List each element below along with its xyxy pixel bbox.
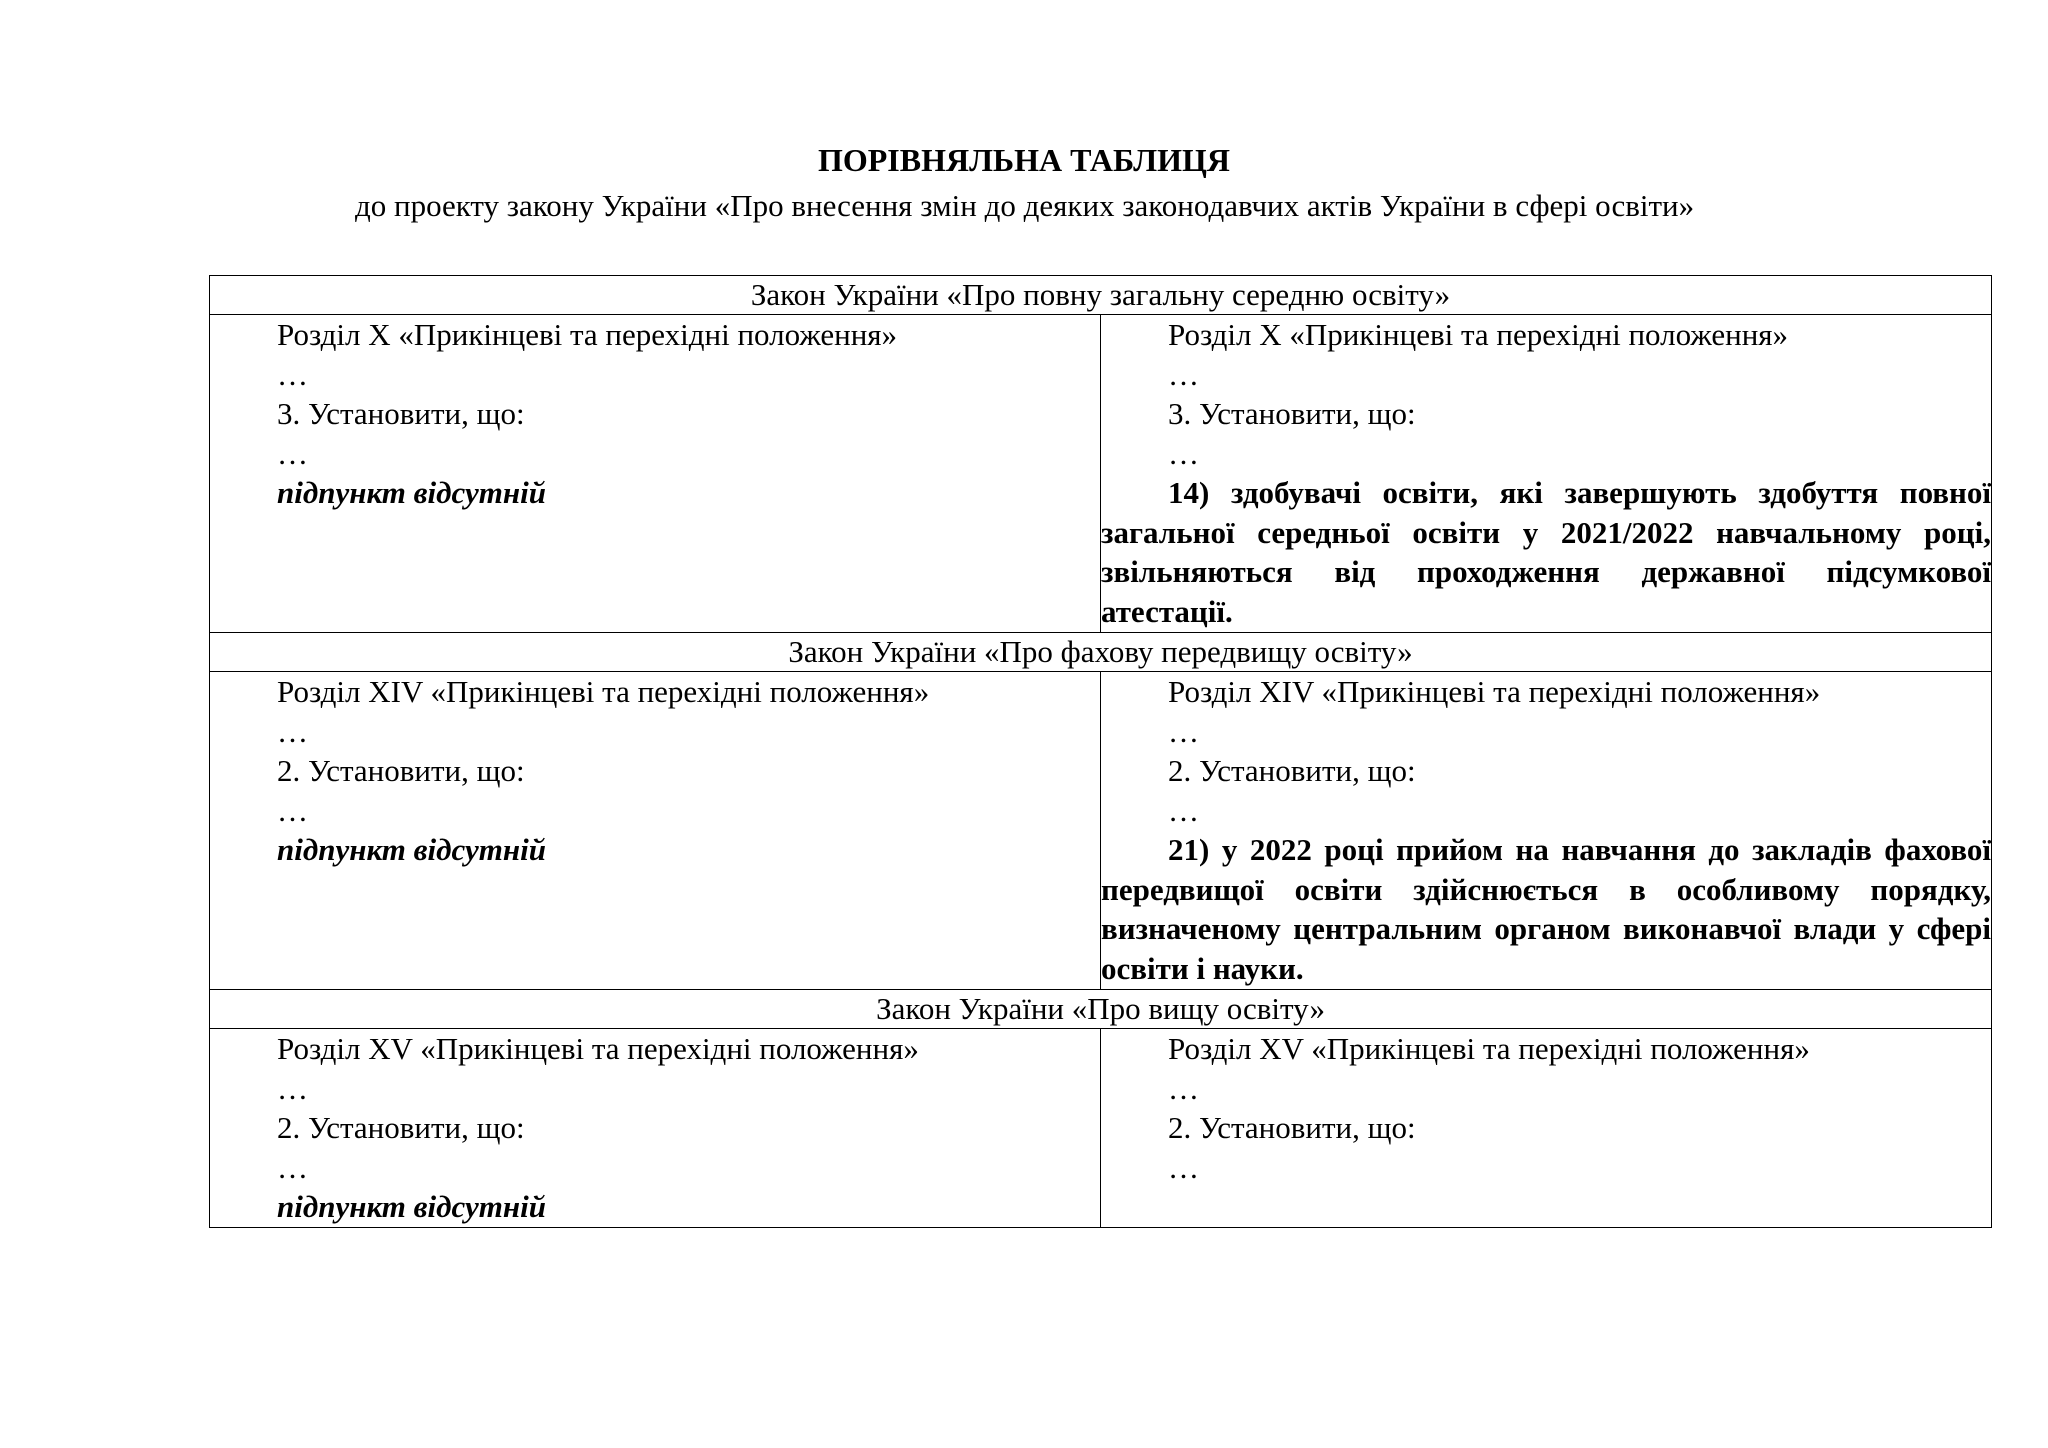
comparison-row bbox=[210, 1029, 1992, 1228]
ellipsis: … bbox=[1168, 1149, 1199, 1185]
chapter-heading: Розділ XV «Прикінцеві та перехідні положення» bbox=[1168, 1031, 1810, 1066]
chapter-heading: Розділ XV «Прикінцеві та перехідні положення» bbox=[277, 1031, 919, 1066]
ellipsis: … bbox=[277, 356, 308, 392]
proposed-subclause-text: 21) у 2022 році прийом на навчання до закладів фахової передвищої освіти здійснюється в особливому порядку, визначеному центральним органом виконавчої влади у сфері освіти і науки. bbox=[1101, 832, 1992, 986]
ellipsis: … bbox=[1168, 1070, 1199, 1106]
law-title-general-secondary: Закон України «Про повну загальну середню освіту» bbox=[210, 276, 1992, 315]
clause-heading: 2. Установити, що: bbox=[277, 753, 525, 788]
missing-subclause-note: підпункт відсутній bbox=[277, 1189, 546, 1224]
document-title: ПОРІВНЯЛЬНА ТАБЛИЦЯ bbox=[817, 142, 1231, 178]
clause-heading: 3. Установити, що: bbox=[277, 396, 525, 431]
ellipsis: … bbox=[1168, 713, 1199, 749]
current-text-cell bbox=[210, 1029, 1101, 1228]
clause-heading: 2. Установити, що: bbox=[1168, 753, 1416, 788]
ellipsis: … bbox=[277, 435, 308, 471]
clause-heading: 3. Установити, що: bbox=[1168, 396, 1416, 431]
ellipsis: … bbox=[1168, 356, 1199, 392]
current-text-cell bbox=[210, 672, 1101, 990]
law-header-row bbox=[210, 276, 1992, 315]
ellipsis: … bbox=[277, 1149, 308, 1185]
chapter-heading: Розділ X «Прикінцеві та перехідні положення» bbox=[1168, 317, 1789, 352]
clause-heading: 2. Установити, що: bbox=[277, 1110, 525, 1145]
proposed-subclause-text: 14) здобувачі освіти, які завершують здобуття повної загальної середньої освіти у 2021/2022 навчальному році, звільняються від проходження державної підсумкової атестації. bbox=[1101, 475, 1992, 629]
ellipsis: … bbox=[1168, 792, 1199, 828]
law-header-row bbox=[210, 633, 1992, 672]
chapter-heading: Розділ XIV «Прикінцеві та перехідні положення» bbox=[1168, 674, 1821, 709]
ellipsis: … bbox=[1168, 435, 1199, 471]
law-title-higher-education: Закон України «Про вищу освіту» bbox=[210, 990, 1992, 1029]
missing-subclause-note: підпункт відсутній bbox=[277, 475, 546, 510]
law-header-row bbox=[210, 990, 1992, 1029]
comparison-table bbox=[209, 275, 1992, 1228]
clause-heading: 2. Установити, що: bbox=[1168, 1110, 1416, 1145]
chapter-heading: Розділ X «Прикінцеві та перехідні положення» bbox=[277, 317, 898, 352]
comparison-row bbox=[210, 315, 1992, 633]
ellipsis: … bbox=[277, 713, 308, 749]
ellipsis: … bbox=[277, 1070, 308, 1106]
proposed-text-cell bbox=[1101, 1029, 1992, 1228]
ellipsis: … bbox=[277, 792, 308, 828]
missing-subclause-note: підпункт відсутній bbox=[277, 832, 546, 867]
law-title-professional-prehigher: Закон України «Про фахову передвищу освіту» bbox=[210, 633, 1992, 672]
proposed-text-cell bbox=[1101, 672, 1992, 990]
proposed-text-cell bbox=[1101, 315, 1992, 633]
document-subtitle: до проекту закону України «Про внесення змін до деяких законодавчих актів України в сфері освіти» bbox=[355, 188, 1695, 223]
chapter-heading: Розділ XIV «Прикінцеві та перехідні положення» bbox=[277, 674, 930, 709]
current-text-cell bbox=[210, 315, 1101, 633]
comparison-row bbox=[210, 672, 1992, 990]
